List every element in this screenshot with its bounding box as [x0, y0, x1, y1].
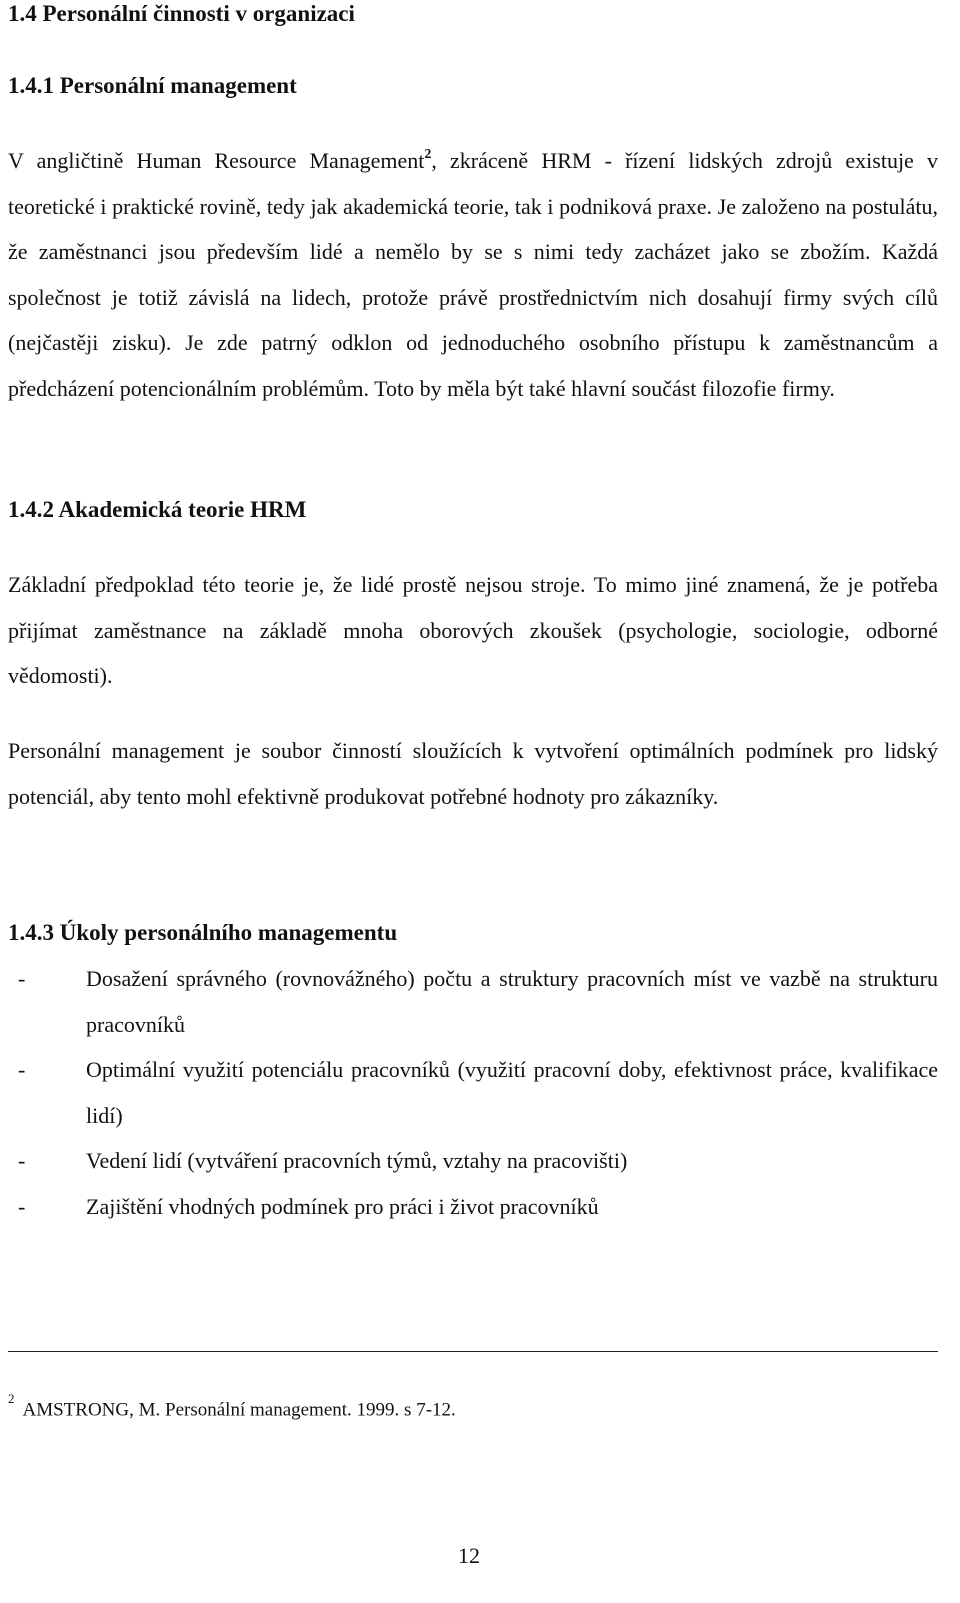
page-number: 12 [458, 1543, 480, 1568]
list-item-text: Dosažení správného (rovnovážného) počtu a struktury pracovních míst ve vazbě na strukturu pracovníků [86, 966, 938, 1037]
subsection-heading-academic-theory: 1.4.2 Akademická teorie HRM [8, 497, 307, 522]
footnote-reference: 2 [424, 146, 432, 162]
tasks-list [8, 956, 938, 1229]
paragraph-personal-management-definition: Personální management je soubor činností sloužících k vytvoření optimálních podmínek pro lidský potenciál, aby tento mohl efektivně produkovat potřebné hodnoty pro zákazníky. [8, 738, 938, 809]
paragraph-academic-theory: Základní předpoklad této teorie je, že lidé prostě nejsou stroje. To mimo jiné znamená, že je potřeba přijímat zaměstnance na základě mnoha oborových zkoušek (psychologie, sociologie, odborné vědomosti). [8, 572, 938, 688]
list-item [8, 1138, 938, 1184]
footnote-text: AMSTRONG, M. Personální management. 1999. s 7-12. [22, 1399, 456, 1421]
list-item-text: Zajištění vhodných podmínek pro práci i život pracovníků [86, 1193, 599, 1219]
list-item [8, 956, 938, 1047]
list-item [8, 1184, 938, 1230]
list-dash: - [18, 1148, 26, 1173]
list-item [8, 1047, 938, 1138]
subsection-heading-tasks: 1.4.3 Úkoly personálního managementu [8, 920, 398, 945]
list-item-text: Vedení lidí (vytváření pracovních týmů, vztahy na pracovišti) [86, 1148, 628, 1173]
footnote-number: 2 [8, 1391, 15, 1406]
section-heading: 1.4 Personální činnosti v organizaci [8, 1, 355, 26]
list-dash: - [18, 1057, 26, 1082]
footnote-separator [8, 1351, 938, 1352]
paragraph-hrm-intro [8, 138, 938, 411]
paragraph-hrm-intro-rest: , zkráceně HRM - řízení lidských zdrojů existuje v teoretické i praktické rovině, tedy jak akademická teorie, tak i podniková praxe. Je založeno na postulátu, že zaměstnanci jsou především lidé a nemělo by se s nimi tedy zacházet jako se zbožím. Každá společnost je totiž závislá na lidech, protože právě prostřednictvím nich dosahují firmy svých cílů (nejčastěji zisku). Je zde patrný odklon od jednoduchého osobního přístupu k zaměstnancům a předcházení potencionálním problémům. Toto by měla být také hlavní součást filozofie firmy. [8, 148, 938, 401]
list-item-text: Optimální využití potenciálu pracovníků (využití pracovní doby, efektivnost práce, kvalifikace lidí) [86, 1057, 938, 1128]
list-dash: - [18, 1193, 26, 1219]
footnote [8, 1392, 456, 1422]
paragraph-hrm-intro-start: V angličtině Human Resource Management [8, 148, 425, 173]
list-dash: - [18, 966, 26, 991]
subsection-heading-personal-management: 1.4.1 Personální management [8, 73, 297, 98]
